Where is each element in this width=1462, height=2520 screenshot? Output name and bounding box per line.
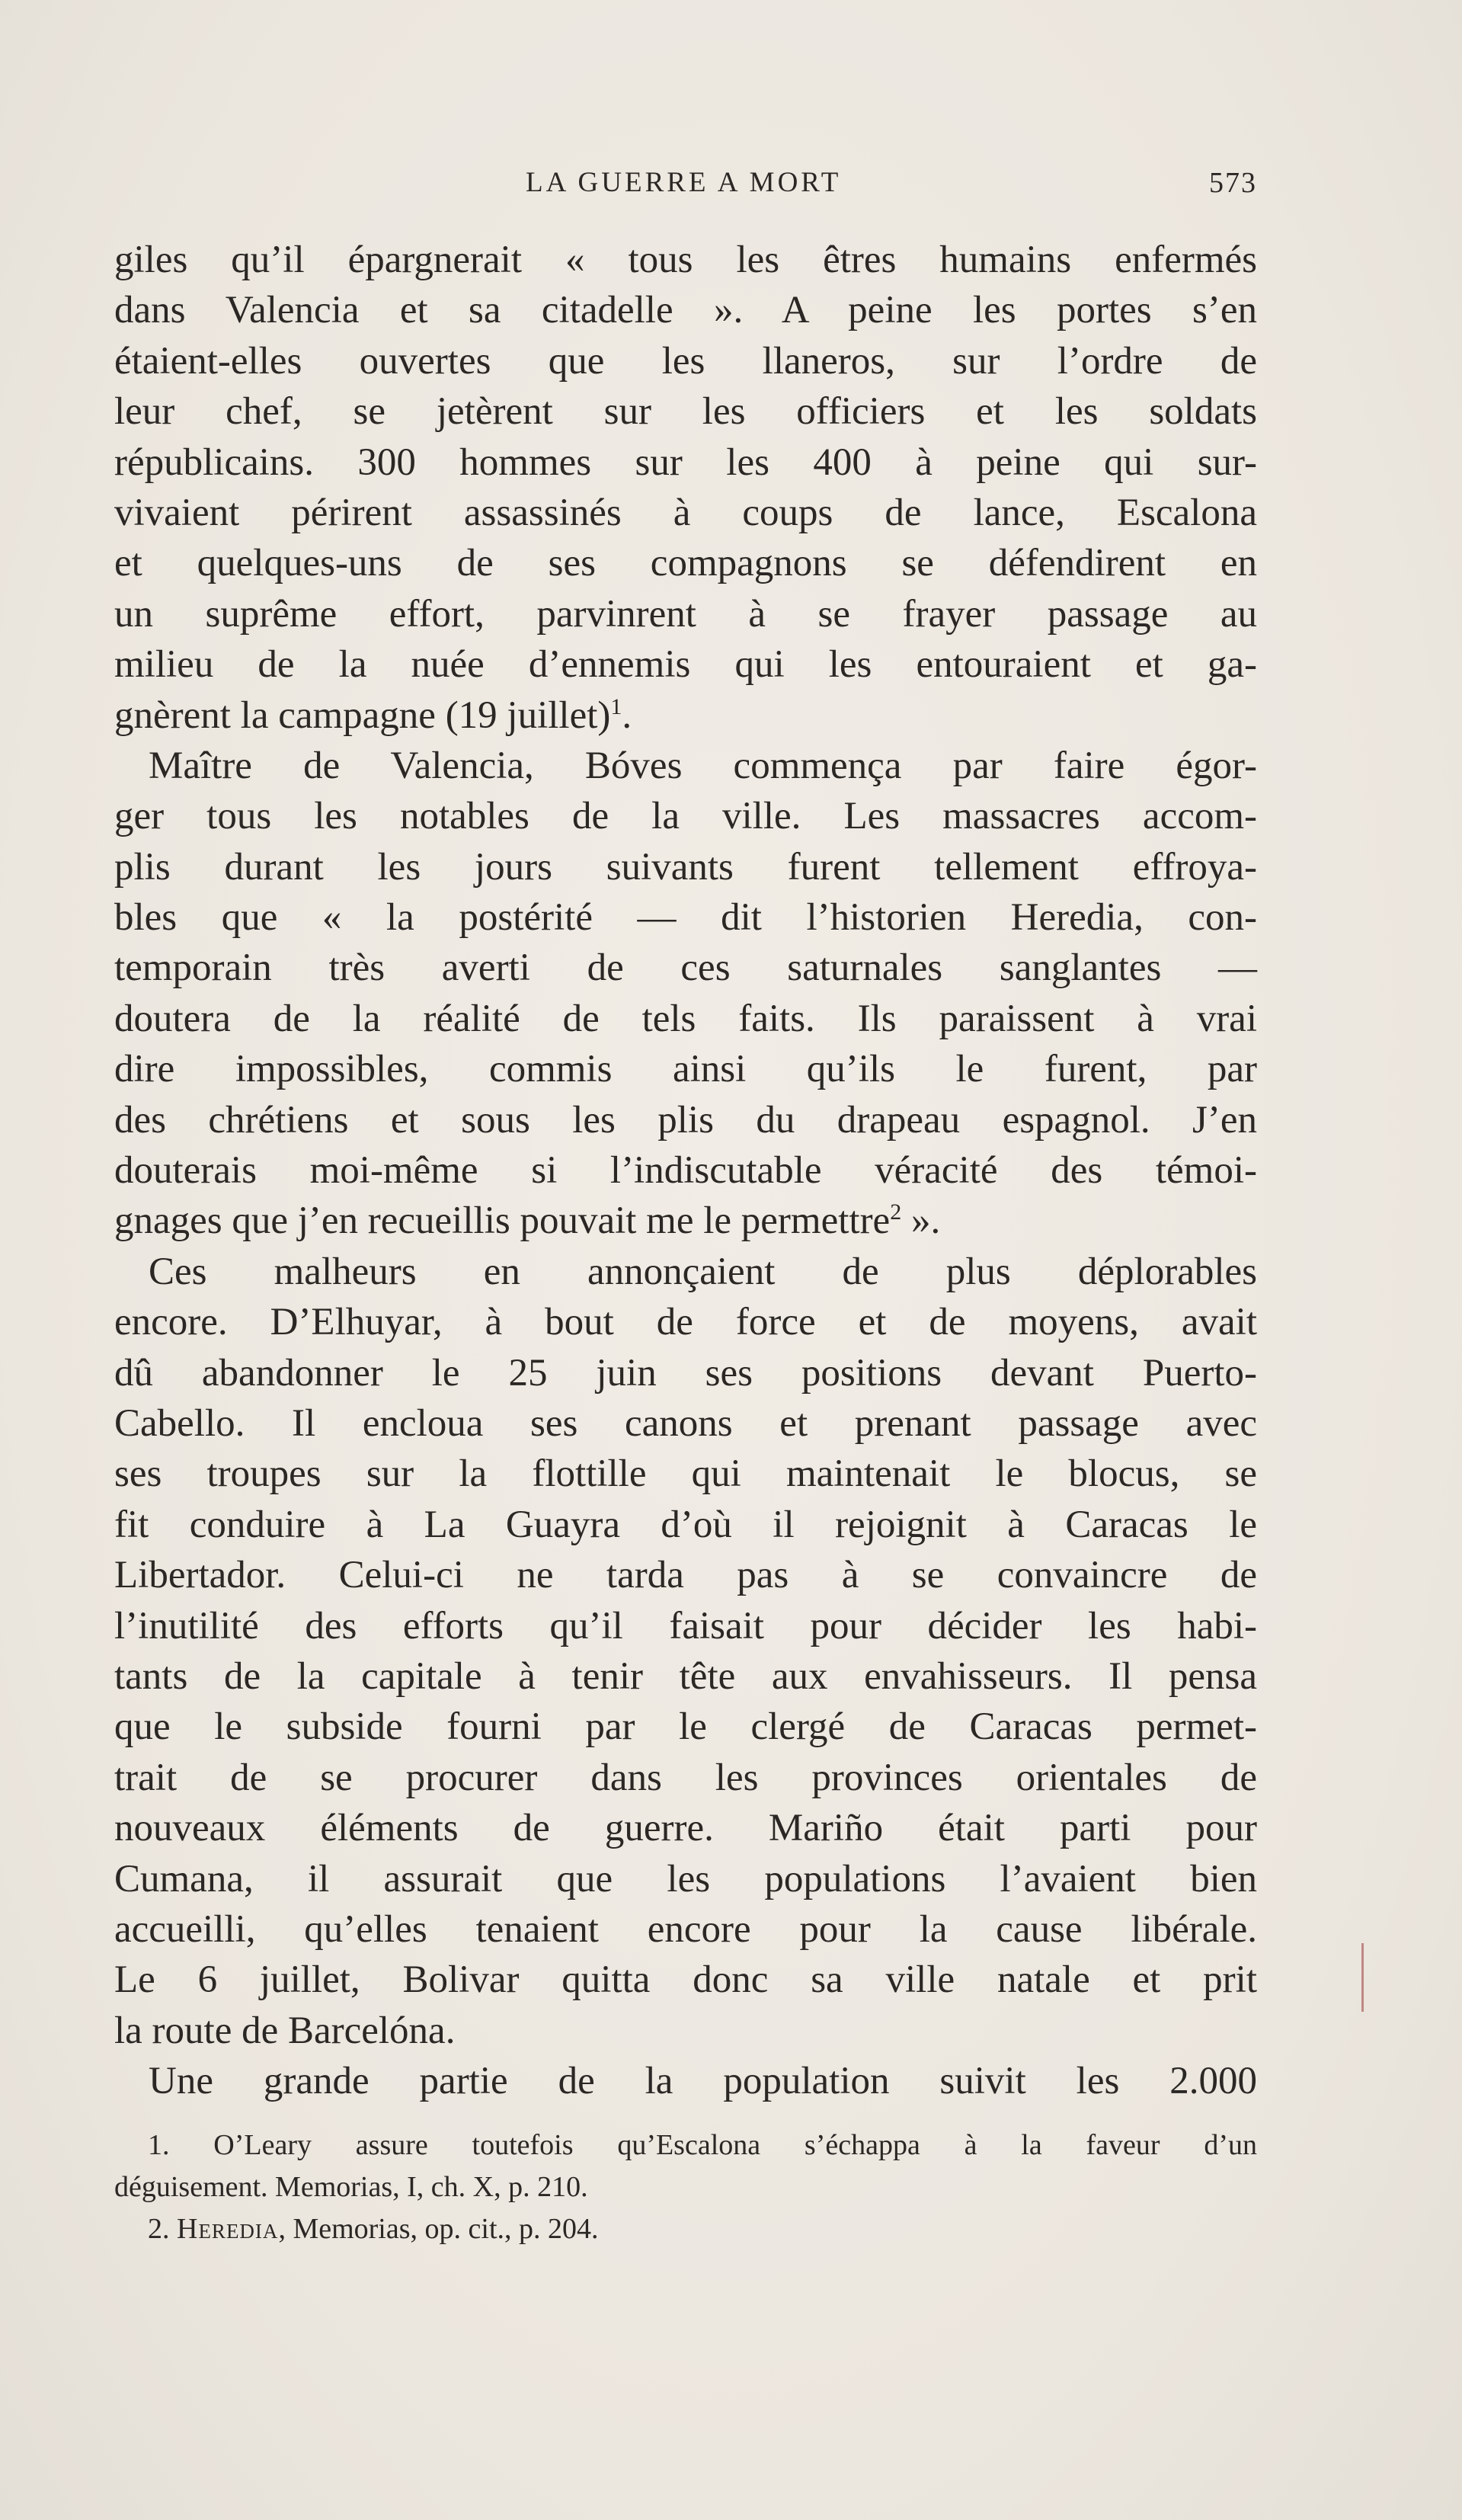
text-line: trait de se procurer dans les provinces orientales de xyxy=(114,1756,1257,1799)
footnote-2 xyxy=(114,2208,1257,2250)
text-line: douterais moi-même si l’indiscutable véracité des témoi- xyxy=(114,1149,1257,1193)
text-line: étaient-elles ouvertes que les llaneros, sur l’ordre de xyxy=(114,339,1257,383)
text-line: ses troupes sur la flottille qui maintenait le blocus, se xyxy=(114,1452,1257,1496)
text-line: dans Valencia et sa citadelle ». A peine les portes s’en xyxy=(114,289,1257,332)
text-line: encore. D’Elhuyar, à bout de force et de moyens, avait xyxy=(114,1301,1257,1344)
text-line: Libertador. Celui-ci ne tarda pas à se convaincre de xyxy=(114,1554,1257,1597)
text-line: des chrétiens et sous les plis du drapeau espagnol. J’en xyxy=(114,1098,1257,1142)
text-line: giles qu’il épargnerait « tous les êtres humains enfermés xyxy=(114,239,1257,281)
text-line: dire impossibles, commis ainsi qu’ils le furent, par xyxy=(114,1048,1257,1091)
text-line: dû abandonner le 25 juin ses positions devant Puerto- xyxy=(114,1351,1257,1394)
text-line: nouveaux éléments de guerre. Mariño était parti pour xyxy=(114,1807,1257,1850)
text-line: tants de la capitale à tenir tête aux envahisseurs. Il pensa xyxy=(114,1654,1257,1698)
text-line xyxy=(114,690,1257,741)
quote-end: ». xyxy=(901,1199,941,1243)
footnote-reference[interactable]: 1 xyxy=(610,693,622,719)
text-line: plis durant les jours suivants furent tellement effroya- xyxy=(114,845,1257,889)
text-line: doutera de la réalité de tels faits. Ils paraissent à vrai xyxy=(114,997,1257,1040)
footnote-1-line-1: 1. O’Leary assure toutefois qu’Escalona s’échappa à la faveur d’un xyxy=(148,2129,1257,2161)
footnote-2-author: Heredia xyxy=(177,2213,279,2245)
running-head: LA GUERRE A MORT xyxy=(526,167,842,198)
text-line: milieu de la nuée d’ennemis qui les entouraient et ga- xyxy=(114,643,1257,687)
text-line: Maître de Valencia, Bóves commença par faire égor- xyxy=(149,744,1257,787)
text-line: et quelques-uns de ses compagnons se défendirent en xyxy=(114,542,1257,585)
text-line xyxy=(114,1196,1257,1246)
text-line: bles que « la postérité — dit l’historien Heredia, con- xyxy=(114,896,1257,940)
text-line-content: gnages que j’en recueillis pouvait me le permettre xyxy=(114,1199,891,1243)
text-line: accueilli, qu’elles tenaient encore pour la cause libérale. xyxy=(114,1907,1257,1951)
text-line: leur chef, se jetèrent sur les officiers et les soldats xyxy=(114,390,1257,434)
text-line: vivaient périrent assassinés à coups de lance, Escalona xyxy=(114,491,1257,534)
footnote-2-citation: , Memorias, op. cit., p. 204. xyxy=(278,2213,599,2245)
text-line: républicains. 300 hommes sur les 400 à peine qui sur- xyxy=(114,440,1257,484)
text-line: temporain très averti de ces saturnales sanglantes — xyxy=(114,946,1257,990)
text-line: Une grande partie de la population suivit les 2.000 xyxy=(149,2060,1257,2103)
sentence-end: . xyxy=(622,693,632,737)
footnotes xyxy=(114,2125,1257,2250)
page-number: 573 xyxy=(1209,167,1257,199)
text-line: fit conduire à La Guayra d’où il rejoignit à Caracas le xyxy=(114,1503,1257,1546)
footnote-1-line-2: déguisement. Memorias, I, ch. X, p. 210. xyxy=(114,2171,588,2203)
margin-mark xyxy=(1361,1943,1364,2012)
text-line: la route de Barcelóna. xyxy=(114,2009,456,2052)
body-text xyxy=(114,235,1257,2106)
footnote-reference[interactable]: 2 xyxy=(890,1199,902,1225)
text-line: que le subside fourni par le clergé de Caracas permet- xyxy=(114,1705,1257,1749)
page-header xyxy=(114,166,1257,212)
text-line: Le 6 juillet, Bolivar quitta donc sa ville natale et prit xyxy=(114,1958,1257,2002)
text-line: un suprême effort, parvinrent à se frayer passage au xyxy=(114,592,1257,636)
text-line: Cumana, il assurait que les populations l’avaient bien xyxy=(114,1857,1257,1900)
footnote-2-number: 2. xyxy=(148,2213,177,2245)
text-line: Ces malheurs en annonçaient de plus déplorables xyxy=(149,1250,1257,1293)
text-line: l’inutilité des efforts qu’il faisait pour décider les habi- xyxy=(114,1604,1257,1647)
text-line-content: gnèrent la campagne (19 juillet) xyxy=(114,693,611,737)
text-line: ger tous les notables de la ville. Les massacres accom- xyxy=(114,795,1257,838)
text-line: Cabello. Il encloua ses canons et prenant passage avec xyxy=(114,1401,1257,1445)
